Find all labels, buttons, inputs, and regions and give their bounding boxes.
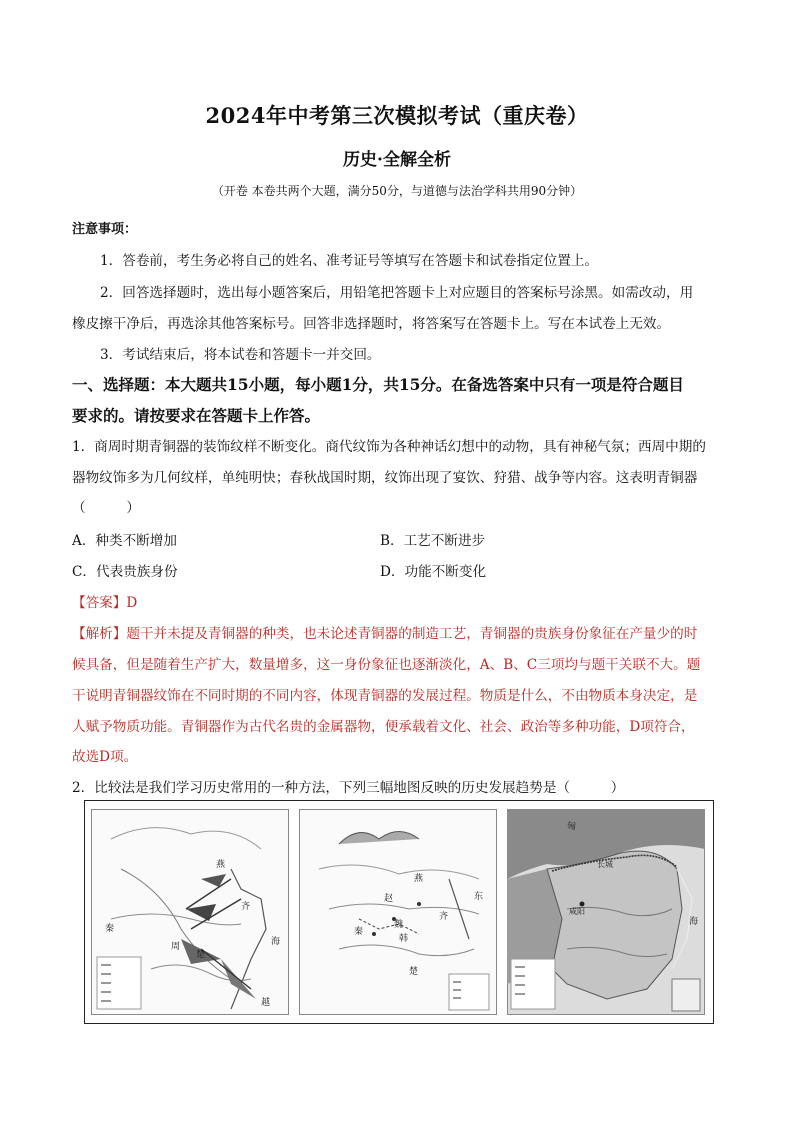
- q2-stem: 2．比较法是我们学习历史常用的一种方法，下列三幅地图反映的历史发展趋势是（ ）: [72, 780, 625, 796]
- q1-stem-line-1: 1．商周时期青铜器的装饰纹样不断变化。商代纹饰为各种神话幻想中的动物，具有神秘气氛；西周中期的: [72, 439, 706, 455]
- notice-item-1: 1．答卷前，考生务必将自己的姓名、准考证号等填写在答题卡和试卷指定位置上。: [100, 253, 599, 269]
- notice-heading: 注意事项：: [72, 222, 138, 237]
- exam-title: 2024年中考第三次模拟考试（重庆卷）: [205, 103, 589, 128]
- map2-label-qin: 秦: [354, 927, 364, 937]
- map2-label-zhao: 赵: [384, 894, 394, 904]
- map3-label-great-wall: 长城: [597, 860, 613, 869]
- map-warring-states-svg: [299, 809, 497, 1015]
- q2-map-figure: [84, 800, 714, 1024]
- map-spring-autumn: [91, 809, 289, 1015]
- map1-label-yue: 越: [261, 998, 271, 1008]
- q1-stem-line-2: 器物纹饰多为几何纹样，单纯明快；春秋战国时期，纹饰出现了宴饮、狩猎、战争等内容。这表明青铜器: [72, 470, 698, 486]
- map-warring-states: [299, 809, 497, 1015]
- notice-item-2-line-1: 2．回答选择题时，选出每小题答案后，用铅笔把答题卡上对应题目的答案标号涂黑。如需改动，用: [100, 285, 694, 301]
- map2-label-wei: 魏: [394, 920, 404, 930]
- q1-analysis-line-4: 人赋予物质功能。青铜器作为古代名贵的金属器物，便承载着文化、社会、政治等多种功能，D项符合，: [72, 719, 695, 735]
- section-heading-line-1: 一、选择题：本大题共15小题，每小题1分，共15分。在备选答案中只有一项是符合题目: [72, 375, 684, 394]
- map1-label-chu: 楚: [196, 950, 206, 960]
- map1-label-qin: 秦: [105, 924, 115, 934]
- q1-analysis-line-2: 候具备，但是随着生产扩大，数量增多，这一身份象征也逐渐淡化，A、B、C三项均与题干关联不大。题: [72, 657, 701, 673]
- map2-label-han: 韩: [399, 934, 409, 944]
- map3-label-xiongnu: 匈: [567, 822, 577, 832]
- notice-item-2-line-2: 橡皮擦干净后，再选涂其他答案标号。回答非选择题时，将答案写在答题卡上。写在本试卷上无效。: [72, 316, 671, 332]
- q1-analysis-text-1: 题干并未提及青铜器的种类，也未论述青铜器的制造工艺，青铜器的贵族身份象征在产量少的时: [126, 626, 698, 642]
- q1-analysis-line-1: [72, 622, 722, 642]
- map-qin-unification-svg: [507, 809, 705, 1015]
- map1-label-qi: 齐: [241, 902, 251, 912]
- q1-analysis-line-5: 故选D项。: [72, 749, 138, 765]
- map1-label-zhou: 周: [171, 942, 181, 952]
- q1-answer: 【答案】D: [72, 595, 138, 611]
- map2-label-east: 东: [474, 892, 484, 902]
- q1-analysis-label: 【解析】: [72, 626, 127, 642]
- q1-option-a: A．种类不断增加: [72, 533, 177, 549]
- notice-item-3: 3．考试结束后，将本试卷和答题卡一并交回。: [100, 347, 381, 363]
- q1-stem-line-3: （ ）: [72, 500, 140, 516]
- q1-option-b: B．工艺不断进步: [380, 533, 486, 549]
- map2-label-qi: 齐: [439, 912, 449, 922]
- section-heading-line-2: 要求的。请按要求在答题卡上作答。: [72, 406, 321, 425]
- map3-label-sea: 海: [689, 917, 699, 927]
- q1-option-c: C．代表贵族身份: [72, 564, 178, 580]
- map1-label-sea: 海: [271, 937, 281, 947]
- exam-subtitle: 历史·全解全析: [343, 150, 451, 170]
- exam-note: （开卷 本卷共两个大题，满分50分，与道德与法治学科共用90分钟）: [211, 184, 583, 198]
- map2-label-yan: 燕: [414, 874, 424, 884]
- map1-label-yan: 燕: [216, 860, 226, 870]
- map-spring-autumn-svg: [91, 809, 289, 1015]
- q1-option-d: D．功能不断变化: [380, 564, 487, 580]
- map2-label-chu: 楚: [409, 967, 419, 977]
- q1-analysis-line-3: 干说明青铜器纹饰在不同时期的不同内容，体现青铜器的发展过程。物质是什么，不由物质本身决定，是: [72, 688, 698, 704]
- map-qin-unification: [507, 809, 705, 1015]
- map3-label-xianyang: 咸阳: [569, 907, 585, 916]
